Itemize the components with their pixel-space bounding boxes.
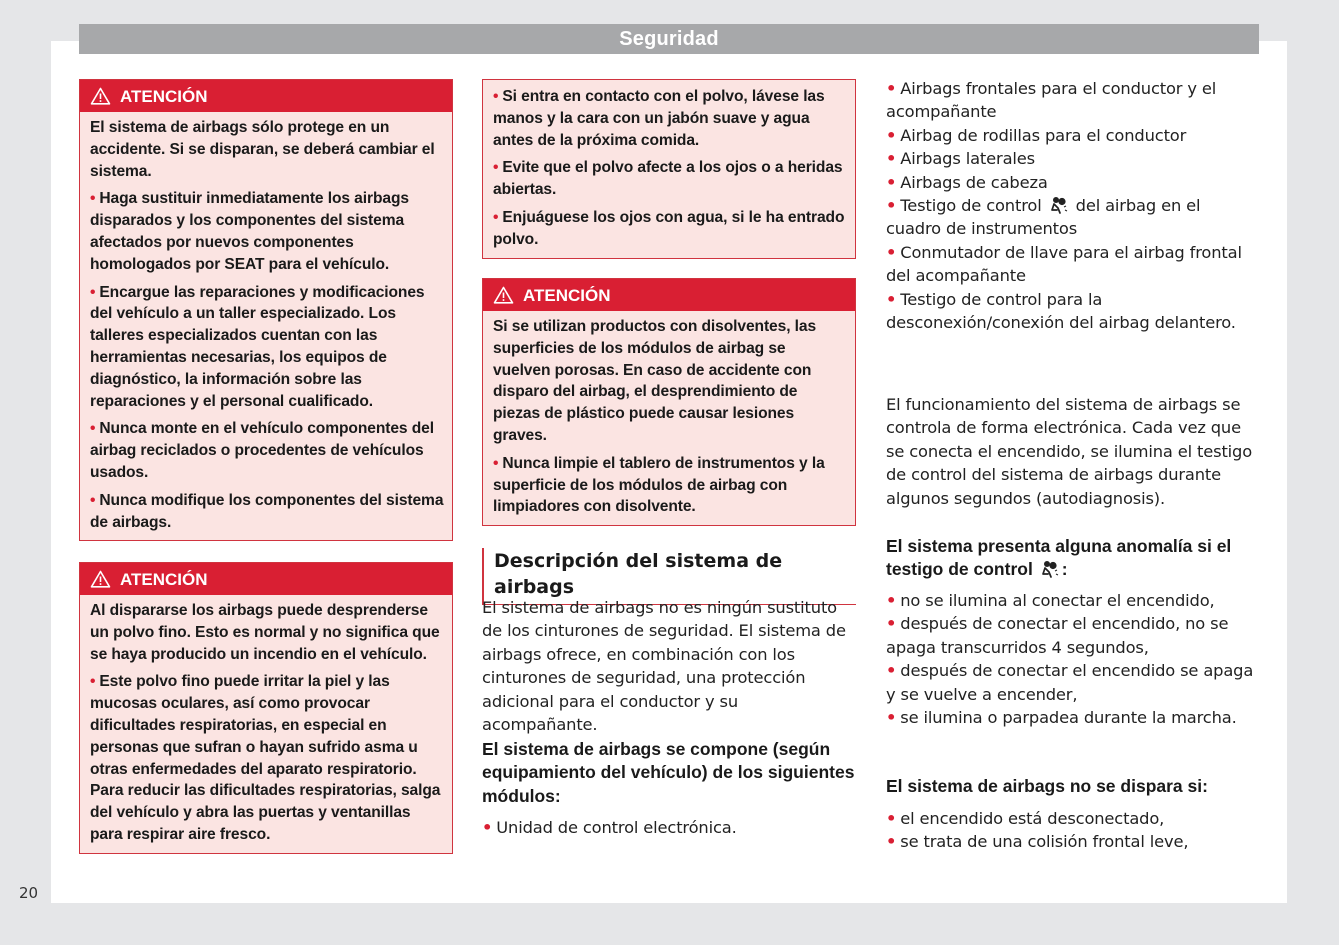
warning-list-item: • Evite que el polvo afecte a los ojos o a heridas abiertas. [493,159,843,199]
bullet-icon: • [90,420,96,438]
list-item: • Airbags de cabeza [886,172,1048,192]
warning-heading: ATENCIÓN [120,86,208,106]
list-item: • después de conectar el encendido se apaga y se vuelve a encender, [886,661,1254,704]
warning-box-2-continued [482,79,856,259]
section-header-bar [79,24,1259,54]
warning-list-item: • Nunca modifique los componentes del sistema de airbags. [90,491,444,531]
warning-box-header [483,279,855,311]
anomaly-list [886,589,1260,729]
anomaly-heading: El sistema presenta alguna anomalía si el testigo de control : [886,536,1232,580]
airbag-warning-lamp-icon [1040,560,1060,578]
warning-triangle-icon [90,570,111,588]
warning-heading: ATENCIÓN [120,569,208,589]
function-paragraph: El funcionamiento del sistema de airbags se controla de forma electrónica. Cada vez que se conecta el encendido, se ilumina el testigo de control del sistema de airbags durante algunos segundos (autodiagnosis). [886,395,1253,508]
bullet-icon: • [90,491,96,509]
airbag-warning-lamp-icon [1049,196,1069,214]
warning-triangle-icon [90,87,111,105]
warning-list-item: • Encargue las reparaciones y modificaciones del vehículo a un taller especializado. Los talleres especializados cuentan con las herramientas necesarias, los equipos de diagnóstico, la información sobre las reparaciones y el personal cualificado. [90,283,425,410]
modules-heading: El sistema de airbags se compone (según equipamiento del vehículo) de los siguientes módulos: [482,739,855,806]
section-header-title: Seguridad [619,28,719,50]
warning-intro: El sistema de airbags sólo protege en un accidente. Si se disparan, se deberá cambiar el sistema. [90,119,435,180]
warning-box-3 [482,278,856,526]
bullet-icon: • [886,661,897,681]
bullet-icon: • [886,172,897,192]
list-item: • el encendido está desconectado, [886,809,1165,828]
list-item: • no se ilumina al conectar el encendido, [886,591,1215,610]
warning-body [80,112,452,540]
intro-paragraph: El sistema de airbags no es ningún sustituto de los cinturones de seguridad. El sistema de airbags ofrece, en combinación con los cinturones de seguridad, una protección adicional para el conductor y su acompañante. [482,598,846,735]
warning-box-header [80,80,452,112]
warning-heading: ATENCIÓN [523,285,611,305]
list-item: • Conmutador de llave para el airbag frontal del acompañante [886,242,1242,286]
no-deploy-list [886,807,1260,854]
warning-box-header [80,563,452,595]
warning-intro: Al dispararse los airbags puede desprenderse un polvo fino. Esto es normal y no significa que se haya producido un incendio en el vehículo. [90,602,440,663]
modules-list [482,816,856,839]
warning-list-item: • Si entra en contacto con el polvo, lávese las manos y la cara con un jabón suave y agua antes de la próxima comida. [493,88,825,149]
warning-box-2 [79,562,453,854]
list-item: • se ilumina o parpadea durante la marcha. [886,708,1237,728]
bullet-icon: • [90,673,96,691]
list-item: • Airbags laterales [886,149,1035,169]
bullet-icon: • [90,283,96,301]
bullet-icon: • [886,614,897,634]
warning-list-item: • Nunca monte en el vehículo componentes del airbag reciclados o procedentes de vehículos usados. [90,420,434,481]
list-item: • Airbags frontales para el conductor y el acompañante [886,79,1217,122]
list-item: • Testigo de control para la desconexión/conexión del airbag delantero. [886,289,1236,333]
warning-list-item: • Enjuáguese los ojos con agua, si le ha entrado polvo. [493,208,845,248]
bullet-icon: • [493,208,499,226]
list-item: • Airbag de rodillas para el conductor [886,125,1187,145]
bullet-icon: • [493,88,499,105]
warning-box-1 [79,79,453,541]
bullet-icon: • [886,289,897,309]
warning-triangle-icon [493,286,514,304]
bullet-icon: • [886,242,897,262]
bullet-icon: • [482,818,493,837]
warning-intro: Si se utilizan productos con disolventes, las superficies de los módulos de airbag se vuelven porosas. En caso de accidente con disparo del airbag, el desprendimiento de piezas de plástico puede causar lesiones graves. [493,318,817,444]
bullet-icon: • [493,454,499,472]
modules-list-continued [886,77,1260,334]
warning-body [483,80,855,258]
list-item: • después de conectar el encendido, no se apaga transcurridos 4 segundos, [886,614,1229,657]
bullet-icon: • [886,196,897,216]
list-item: • Testigo de control del airbag en el cuadro de instrumentos [886,196,1201,239]
bullet-icon: • [90,190,96,208]
bullet-icon: • [886,832,897,852]
warning-body [80,595,452,853]
bullet-icon: • [886,708,897,728]
list-item: • se trata de una colisión frontal leve, [886,832,1189,852]
bullet-icon: • [886,809,897,828]
bullet-icon: • [886,591,897,610]
section-title: Descripción del sistema de airbags [482,548,856,605]
warning-list-item: • Nunca limpie el tablero de instrumentos y la superficie de los módulos de airbag con limpiadores con disolvente. [493,454,825,516]
bullet-icon: • [493,159,499,177]
warning-list-item: • Este polvo fino puede irritar la piel y las mucosas oculares, así como provocar dificultades respiratorias, en especial en personas que sufran o hayan sufrido asma u otras enfermedades del aparato respiratorio. Para reducir las dificultades respiratorias, salga del vehículo y abra las puertas y ventanillas para respirar aire fresco. [90,673,441,843]
page-number: 20 [19,884,39,902]
bullet-icon: • [886,79,897,98]
warning-body [483,311,855,525]
warning-list-item: • Haga sustituir inmediatamente los airbags disparados y los componentes del sistema afectados por nuevos componentes homologados por SEAT para el vehículo. [90,190,409,273]
bullet-icon: • [886,125,897,145]
no-deploy-heading: El sistema de airbags no se dispara si: [886,776,1208,796]
bullet-icon: • [886,149,897,169]
list-item: • Unidad de control electrónica. [482,818,737,837]
